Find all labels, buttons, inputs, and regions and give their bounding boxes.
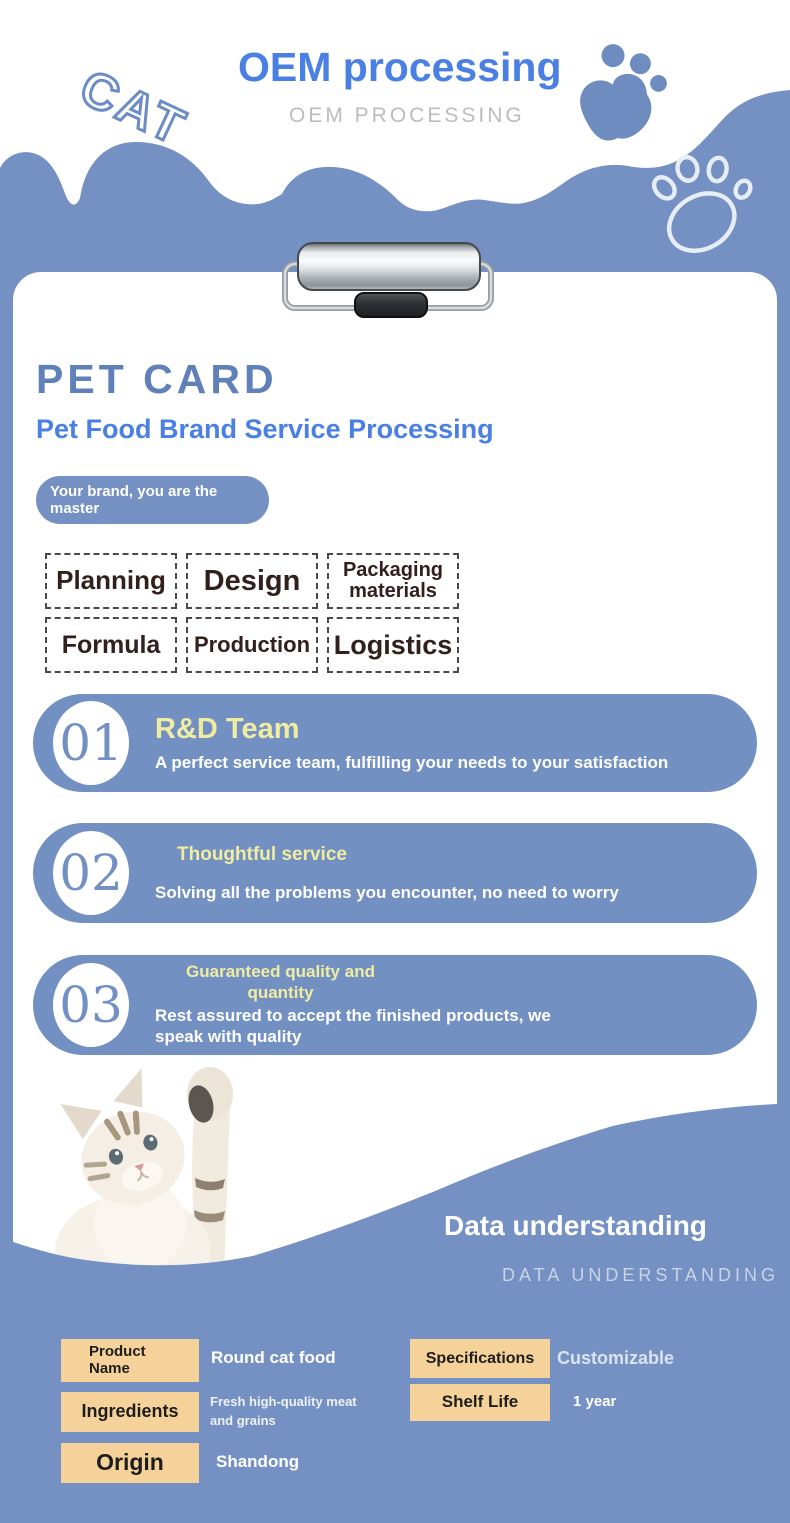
spec-label-product-name (61, 1339, 199, 1382)
spec-label-text: Specifications (425, 1349, 535, 1367)
feature-description: A perfect service team, fulfilling your needs to your satisfaction (155, 753, 669, 772)
spec-label-ingredients (61, 1392, 199, 1432)
service-tag-logistics: Logistics (327, 617, 459, 673)
service-tag-design: Design (186, 553, 318, 609)
spec-value-shelf-life: 1 year (573, 1393, 617, 1410)
page-subtitle: OEM PROCESSING (289, 104, 525, 127)
spec-label-text: Product Name (89, 1343, 146, 1377)
cat-outline-wordmark: CAT (71, 58, 197, 157)
feature-number-badge (53, 831, 129, 915)
feature-number: 03 (59, 976, 123, 1034)
feature-bar-2 (33, 823, 757, 923)
card-title: PET CARD (36, 356, 278, 402)
data-section-subtitle: DATA UNDERSTANDING (502, 1265, 780, 1285)
feature-number-badge (53, 963, 129, 1047)
wave-blue (13, 1100, 777, 1280)
spec-value-origin: Shandong (216, 1452, 300, 1471)
spec-label-text: Ingredients (81, 1401, 179, 1422)
spec-value-product-name: Round cat food (211, 1348, 336, 1367)
page-title: OEM processing (238, 44, 562, 90)
feature-description: Solving all the problems you encounter, no need to worry (155, 882, 619, 902)
service-tag-formula: Formula (45, 617, 177, 673)
service-tag-planning: Planning (45, 553, 177, 609)
feature-title: Thoughtful service (177, 843, 347, 865)
card-subtitle: Pet Food Brand Service Processing (36, 414, 494, 444)
spec-label-shelf-life (410, 1384, 550, 1421)
data-section-title: Data understanding (444, 1210, 707, 1241)
feature-number: 02 (59, 844, 123, 902)
clipboard-clip-icon (272, 238, 500, 322)
spec-label-origin (61, 1443, 199, 1483)
feature-number: 01 (59, 714, 123, 772)
service-tag-packaging: Packaging materials (327, 553, 459, 609)
spec-label-specifications (410, 1339, 550, 1378)
spec-value-specifications: Customizable (557, 1348, 675, 1368)
spec-value-ingredients: Fresh high-quality meat and grains (210, 1394, 357, 1428)
feature-title: R&D Team (155, 713, 300, 745)
spec-label-text: Shelf Life (441, 1392, 519, 1412)
feature-title: Guaranteed quality and quantity (186, 962, 375, 1002)
brand-ribbon-label: Your brand, you are the master (50, 483, 218, 517)
brand-ribbon (36, 476, 269, 524)
paw-icon (560, 44, 675, 149)
service-tag-production: Production (186, 617, 318, 673)
feature-bar-1 (33, 694, 757, 792)
feature-number-badge (53, 701, 129, 785)
paw-outline-icon (648, 150, 766, 258)
spec-label-text: Origin (96, 1449, 164, 1476)
feature-bar-3 (33, 955, 757, 1055)
feature-description: Rest assured to accept the finished products, we speak with quality (155, 1006, 551, 1047)
